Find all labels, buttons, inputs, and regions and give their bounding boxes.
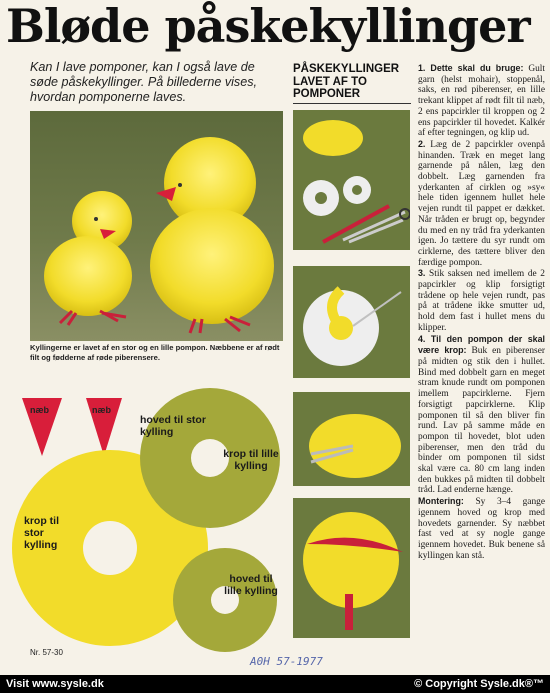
footer-visit-link[interactable]: Visit www.sysle.dk [6, 678, 104, 690]
small-chick [44, 191, 132, 325]
step-2: 2. Læg de 2 papcirkler ovenpå hinanden. Træk en meget lang garnende på nålen, læg den dobbelt. Læg garnenden fra yderkanten af cirklen og »sy« hele tiden igennem hullet hele vejen rundt til pappet er dækket. Når tråden er brugt op, begynder du med en ny tråd fra yderkanten igen. Jo tættere du syr rundt om cirklerne, des tættere bliver den færdige pompon. [418, 138, 545, 268]
intro-text: Kan I lave pomponer, kan I også lave de søde påskekyllinger. På billederne vises, hvordan pomponerne laves. [30, 60, 258, 104]
heading-rule [293, 103, 411, 104]
handwritten-note: A0H 57-1977 [250, 655, 323, 668]
step-4: 4. Til den pompon der skal være krop: Buk en piberenser på midten og stik den i hullet. Bind med dobbelt garn en meget stram knude rundt om pomponen imellem papcirklerne. Fjern forsigtigt papcirklerne. Klip pomponen til så den bliver fin rund. Lav på samme måde en pompon til hovedet, blot uden piberenser, men den tråd du binder om pomponen til sidst skal være ca. 80 cm lang inden den bukkes på midten til dobbelt tråd. Lad enderne hænge. [418, 333, 545, 496]
instructions-text [418, 63, 545, 561]
label-small-body: krop til lille kylling [223, 448, 279, 472]
label-big-head: hoved til stor kylling [140, 414, 206, 438]
step-photo-3 [293, 392, 410, 486]
photo-caption: Kyllingerne er lavet af en stor og en lille pompon. Næbbene er af rødt filt og fødderne af røde piberensere. [30, 343, 280, 362]
label-small-head: hoved til lille kylling [224, 573, 278, 597]
footer-copyright: © Copyright Sysle.dk®™ [414, 678, 544, 690]
page-title: Bløde påskekyllinger [6, 0, 530, 53]
step-3: 3. Stik saksen ned imellem de 2 papcirkler og klip forsigtigt trådene op hele vejen rundt, pas på at trådene ikke smutter ud, hold dem fast i hullet mens du klipper. [418, 268, 545, 333]
big-chick [150, 137, 274, 333]
beak-label-1: næb [30, 405, 49, 415]
instructions-heading: PÅSKEKYLLINGER LAVET AF TO POMPONER [293, 63, 400, 100]
chicks-illustration [30, 111, 283, 341]
page-number: Nr. 57-30 [30, 648, 63, 657]
step-photo-2 [293, 266, 410, 378]
step-photo-1 [293, 110, 410, 250]
step-assembly: Montering: Sy 3–4 gange igennem hoved og krop med hovedets garnender. Sy næbbet fast ved at sy nogle gange igennem hovedet. Buk benene så kyllingen kan stå. [418, 496, 545, 561]
beak-label-2: næb [92, 405, 111, 415]
footer-bar [0, 675, 550, 693]
step-1: 1. Dette skal du bruge: Gult garn (helst mohair), stoppenål, saks, en rød piberenser, en lille trekant klippet af rødt filt til næb, 2 ens papcirkler til kroppen og 2 ens papcirkler til hovedet. Kalkér af efter tegningen, og klip ud. [418, 63, 545, 139]
label-big-body: krop til stor kylling [24, 515, 60, 551]
step-photo-4 [293, 498, 410, 638]
chicks-photo [30, 111, 283, 341]
